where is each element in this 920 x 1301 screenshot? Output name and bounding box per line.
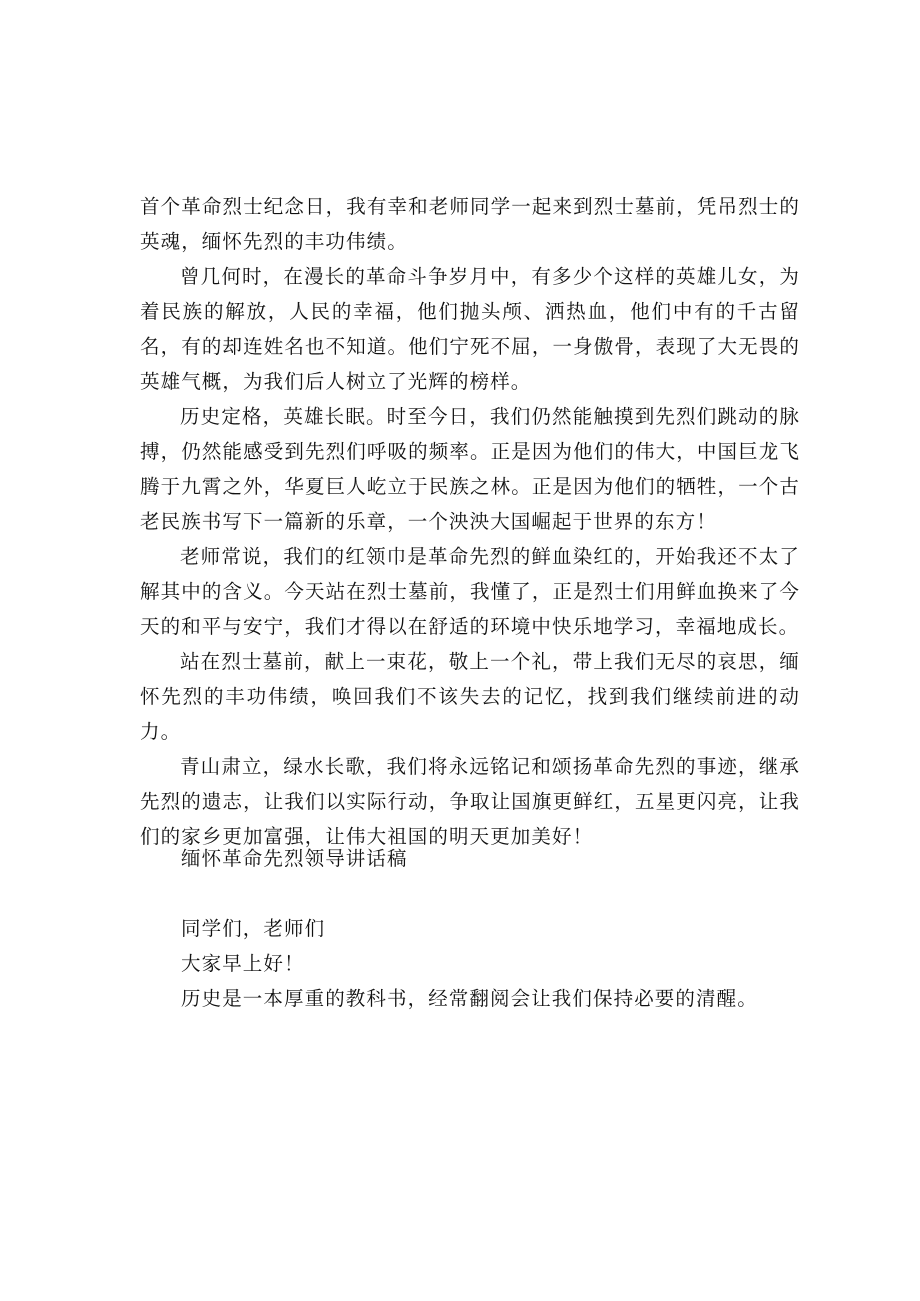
paragraph-3: 历史定格，英雄长眠。时至今日，我们仍然能触摸到先烈们跳动的脉搏，仍然能感受到先烈们呼吸的频率。正是因为他们的伟大，中国巨龙飞腾于九霄之外，华夏巨人屹立于民族之林。正是因为他们的牺牲，一个古老民族书写下一篇新的乐章，一个泱泱大国崛起于世界的东方！ [140, 405, 800, 533]
section-title-block [181, 841, 821, 876]
paragraph-6: 青山肃立，绿水长歌，我们将永远铭记和颂扬革命先烈的事迹，继承先烈的遗志，让我们以实际行动，争取让国旗更鲜红，五星更闪亮，让我们的家乡更加富强，让伟大祖国的明天更加美好！ [140, 755, 800, 848]
document-body [140, 189, 800, 854]
greeting: 大家早上好！ [181, 952, 305, 975]
paragraph-4: 老师常说，我们的红领巾是革命先烈的鲜血染红的，开始我还不太了解其中的含义。今天站在烈士墓前，我懂了，正是烈士们用鲜血换来了今天的和平与安宁，我们才得以在舒适的环境中快乐地学习，幸福地成长。 [140, 545, 800, 638]
opening-line: 历史是一本厚重的教科书，经常翻阅会让我们保持必要的清醒。 [181, 987, 758, 1010]
salutation: 同学们，老师们 [181, 917, 326, 940]
paragraph-1: 首个革命烈士纪念日，我有幸和老师同学一起来到烈士墓前，凭吊烈士的英魂，缅怀先烈的丰功伟绩。 [140, 195, 800, 253]
paragraph-5: 站在烈士墓前，献上一束花，敬上一个礼，带上我们无尽的哀思，缅怀先烈的丰功伟绩，唤回我们不该失去的记忆，找到我们继续前进的动力。 [140, 650, 800, 743]
section-title: 缅怀革命先烈领导讲话稿 [181, 847, 408, 870]
speech-opening [181, 911, 821, 1016]
paragraph-2: 曾几何时，在漫长的革命斗争岁月中，有多少个这样的英雄儿女，为着民族的解放，人民的幸福，他们抛头颅、洒热血，他们中有的千古留名，有的却连姓名也不知道。他们宁死不屈，一身傲骨，表现了大无畏的英雄气概，为我们后人树立了光辉的榜样。 [140, 265, 800, 393]
